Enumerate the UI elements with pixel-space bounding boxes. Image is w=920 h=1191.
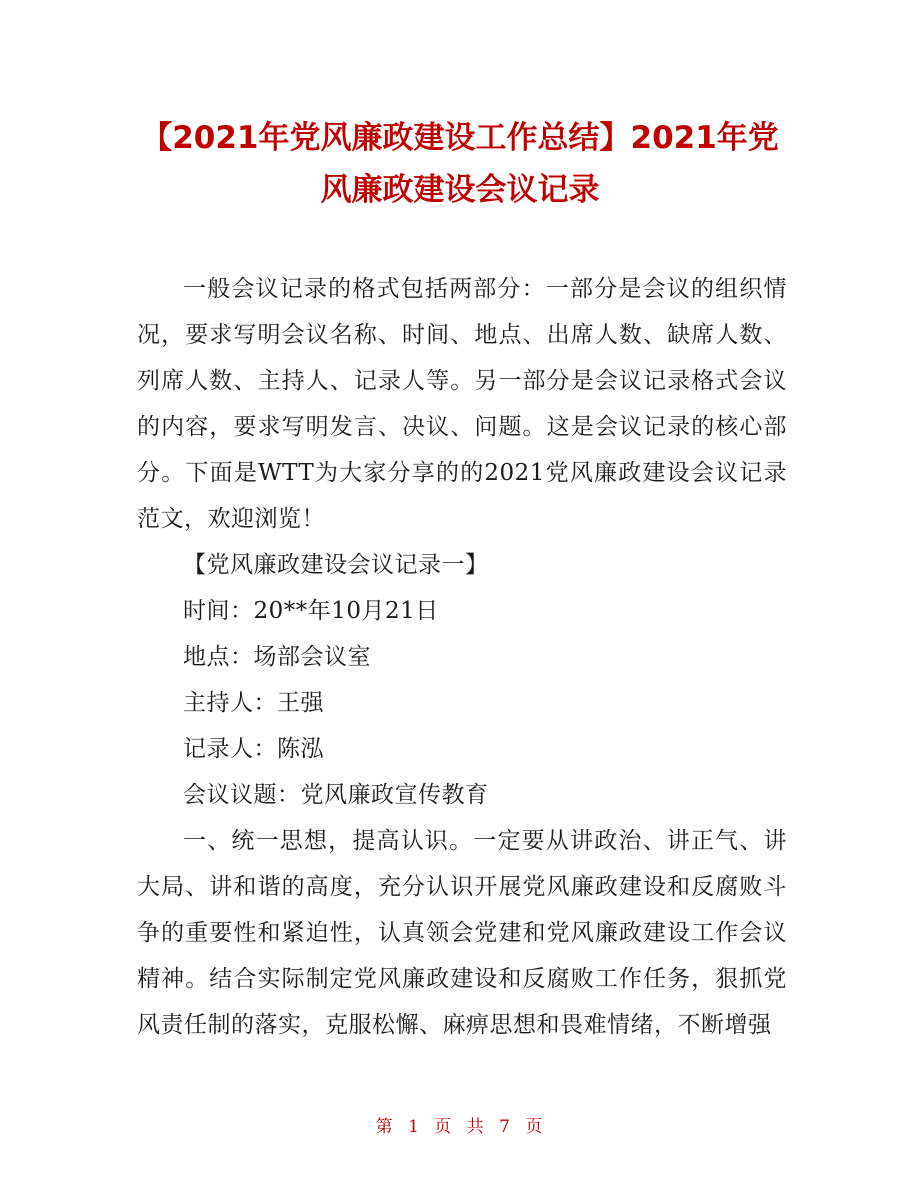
meeting-topic: 会议议题：党风廉政宣传教育 [183,782,489,808]
title-line-1: 【2021年党风廉政建设工作总结】2021年党 [141,120,779,156]
footer-page-unit: 页 [434,1117,454,1137]
meeting-location: 地点：场部会议室 [183,644,371,670]
document-title [110,112,810,216]
footer-current-page: 1 [408,1117,421,1137]
footer-page-label: 第 [375,1117,395,1137]
footer-total-unit: 页 [525,1117,545,1137]
page-footer [0,1112,920,1137]
meeting-recorder: 记录人：陈泓 [183,736,324,762]
title-line-2: 风廉政建设会议记录 [320,172,600,208]
meeting-host: 主持人：王强 [183,690,324,716]
document-body [137,266,787,1048]
intro-paragraph: 一般会议记录的格式包括两部分：一部分是会议的组织情况，要求写明会议名称、时间、地点、出席人数、缺席人数、列席人数、主持人、记录人等。另一部分是会议记录格式会议的内容，要求写明发言、决议、问题。这是会议记录的核心部分。下面是WTT为大家分享的的2021党风廉政建设会议记录范文，欢迎浏览！ [137,276,787,532]
footer-total-pages: 7 [499,1117,512,1137]
section-heading: 【党风廉政建设会议记录一】 [183,552,489,578]
body-paragraph: 一、统一思想，提高认识。一定要从讲政治、讲正气、讲大局、讲和谐的高度，充分认识开展党风廉政建设和反腐败斗争的重要性和紧迫性，认真领会党建和党风廉政建设工作会议精神。结合实际制定党风廉政建设和反腐败工作任务，狠抓党风责任制的落实，克服松懈、麻痹思想和畏难情绪，不断增强 [137,828,787,1038]
footer-total-label: 共 [466,1117,486,1137]
meeting-time: 时间：20**年10月21日 [183,598,439,624]
